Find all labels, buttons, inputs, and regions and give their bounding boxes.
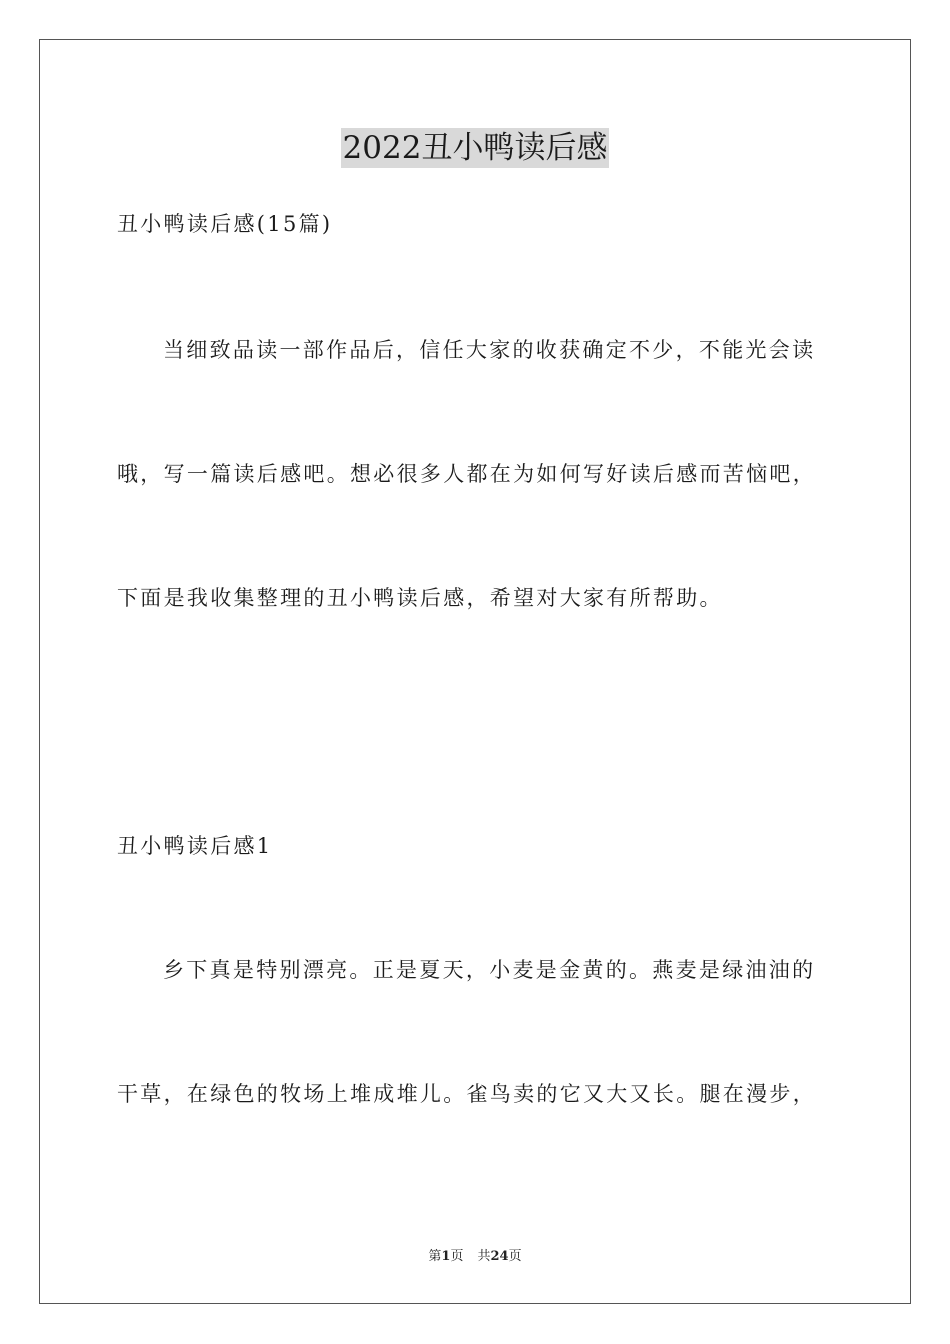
footer-page-current: 1: [441, 1249, 451, 1264]
footer-total-prefix: 共: [477, 1249, 491, 1264]
section-heading: 丑小鸭读后感1: [117, 834, 273, 858]
footer-page-prefix: 第: [428, 1249, 442, 1264]
title-container: [0, 128, 950, 168]
page-footer: [0, 1248, 950, 1266]
section-line-2: 干草，在绿色的牧场上堆成堆儿。雀鸟卖的它又大又长。腿在漫步，: [117, 1082, 816, 1106]
document-subtitle: 丑小鸭读后感(15篇): [117, 212, 333, 236]
footer-total-suffix: 页: [508, 1249, 522, 1264]
footer-page-suffix: 页: [450, 1249, 464, 1264]
document-title: 2022丑小鸭读后感: [342, 130, 608, 166]
intro-line-1: 当细致品读一部作品后，信任大家的收获确定不少，不能光会读: [163, 338, 816, 362]
intro-line-2: 哦，写一篇读后感吧。想必很多人都在为如何写好读后感而苦恼吧，: [117, 462, 816, 486]
section-line-1: 乡下真是特别漂亮。正是夏天，小麦是金黄的。燕麦是绿油油的: [163, 958, 816, 982]
intro-line-3: 下面是我收集整理的丑小鸭读后感，希望对大家有所帮助。: [117, 586, 723, 610]
footer-page-total: 24: [490, 1249, 509, 1264]
